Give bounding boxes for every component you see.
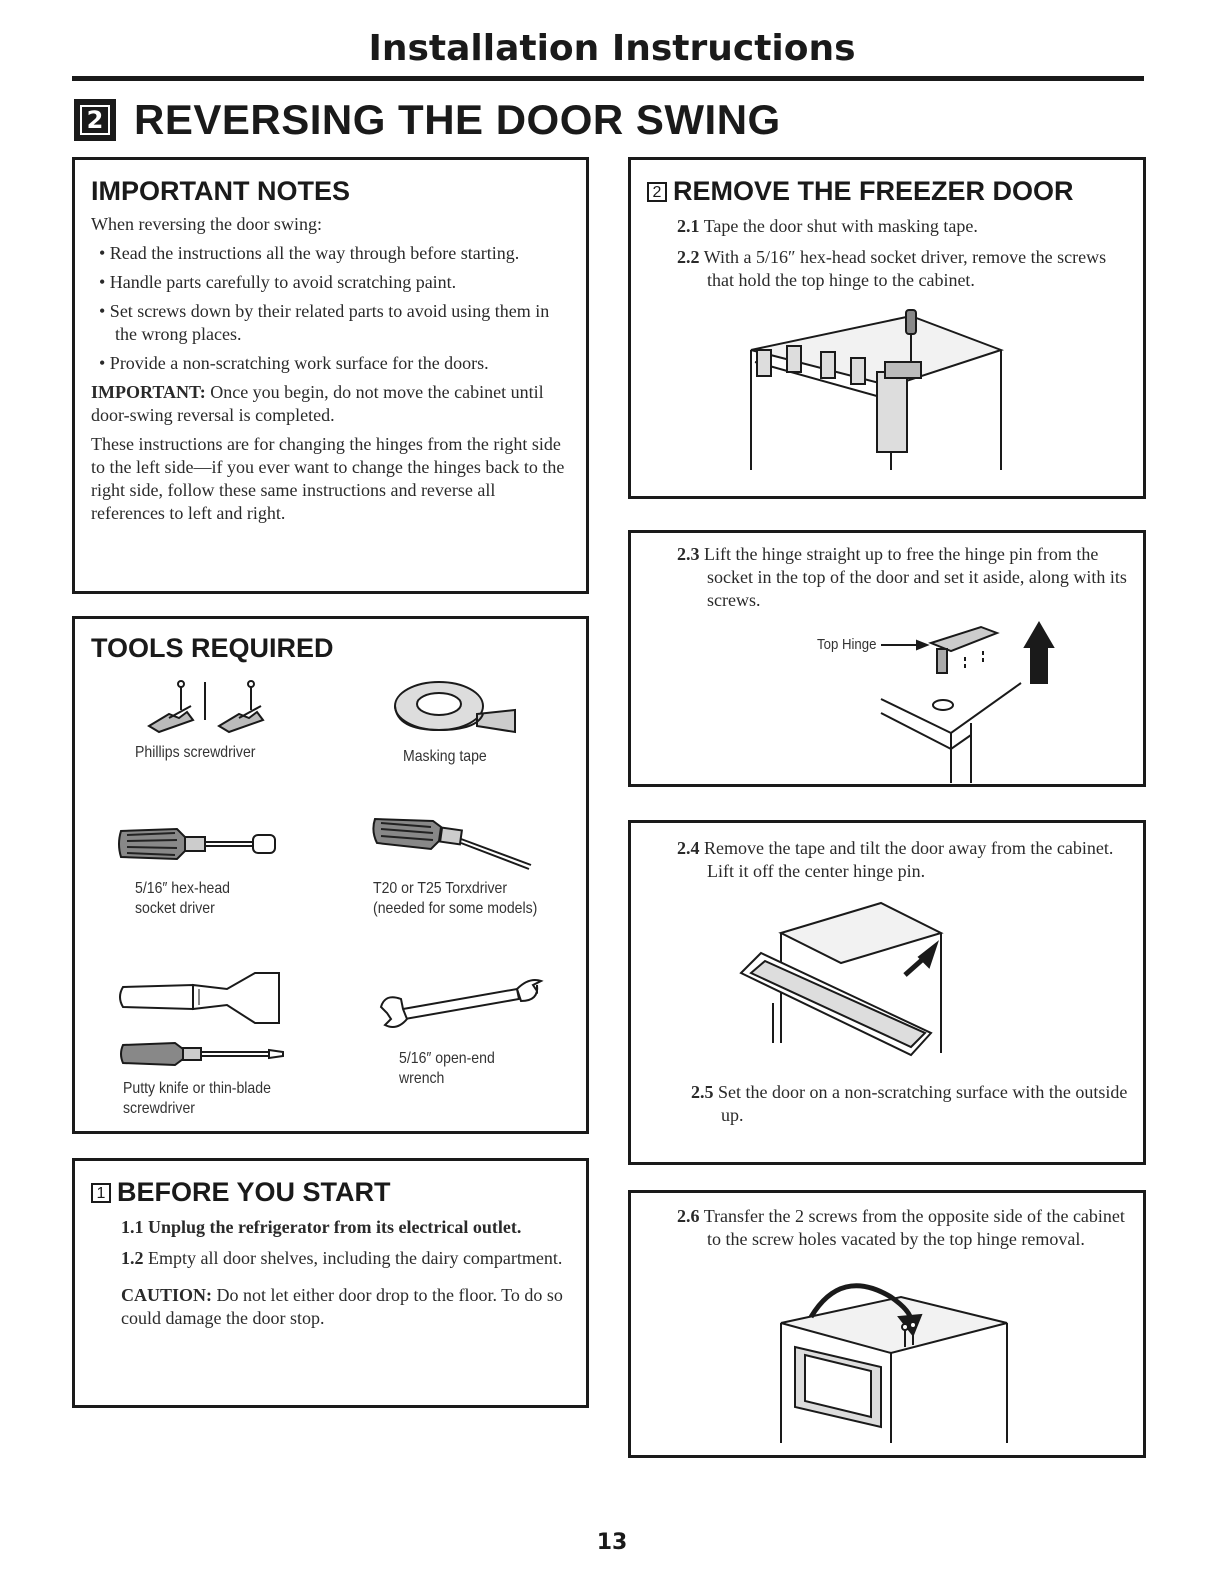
important-notes-intro: When reversing the door swing:	[91, 214, 322, 234]
tool-label: T20 or T25 Torxdriver (needed for some models)	[373, 880, 538, 917]
phillips-screwdriver-icon	[119, 674, 279, 734]
tool-label: Phillips screwdriver	[135, 744, 256, 761]
step-2-6: 2.6 Transfer the 2 screws from the opposite side of the cabinet to the screw holes vacated by the top hinge removal.	[677, 1206, 1125, 1249]
remove-freezer-door-title: 2 REMOVE THE FREEZER DOOR	[647, 176, 1129, 207]
step-2-2: 2.2 With a 5/16″ hex-head socket driver, remove the screws that hold the top hinge to the cabinet.	[677, 247, 1107, 290]
section-number-badge: 2	[74, 99, 116, 141]
important-notes-title: IMPORTANT NOTES	[91, 176, 350, 206]
note-bullet: • Read the instructions all the way through before starting.	[99, 243, 520, 263]
step-number-box: 1	[91, 1183, 111, 1203]
page-number: 13	[596, 1530, 628, 1555]
important-notes-box	[72, 157, 589, 594]
step-2-3-box	[628, 530, 1146, 787]
step-1-2: 1.2 Empty all door shelves, including the dairy compartment.	[121, 1248, 563, 1268]
step-number-box: 2	[647, 182, 667, 202]
open-end-wrench-icon	[377, 975, 547, 1035]
step-2-5: 2.5 Set the door on a non-scratching surface with the outside up.	[691, 1082, 1128, 1125]
thin-blade-screwdriver-icon	[119, 1039, 289, 1069]
tool-label: Masking tape	[403, 748, 487, 765]
caution-paragraph: CAUTION: Do not let either door drop to the floor. To do so could damage the door stop.	[121, 1285, 563, 1328]
top-hinge-callout: Top Hinge	[817, 636, 877, 653]
step-2-4-box	[628, 820, 1146, 1165]
note-bullet: • Provide a non-scratching work surface for the doors.	[99, 353, 489, 373]
important-text: Once you begin, do not move the cabinet until door-swing reversal is completed.	[91, 382, 544, 425]
tools-required-box	[72, 616, 589, 1134]
note-bullet: • Set screws down by their related parts to avoid using them in the wrong places.	[99, 301, 550, 344]
important-paragraph	[91, 381, 572, 427]
tool-label: 5/16″ hex-head socket driver	[135, 880, 231, 917]
tool-label: Putty knife or thin-blade screwdriver	[123, 1080, 271, 1117]
important-label: IMPORTANT:	[91, 382, 206, 402]
page-header: Installation Instructions	[368, 28, 856, 69]
remove-freezer-door-box	[628, 157, 1146, 499]
caution-label: CAUTION:	[121, 1285, 213, 1305]
section-title: REVERSING THE DOOR SWING	[134, 96, 781, 143]
masking-tape-icon	[387, 674, 527, 738]
tool-label: 5/16″ open-end wrench	[399, 1050, 495, 1087]
tilt-door-illustration	[731, 893, 971, 1083]
step-2-1: 2.1 Tape the door shut with masking tape.	[677, 216, 978, 236]
header-rule	[72, 76, 1144, 81]
step-1-1: 1.1 Unplug the refrigerator from its electrical outlet.	[121, 1217, 522, 1237]
hex-socket-driver-icon	[115, 821, 285, 867]
transfer-screws-illustration	[771, 1277, 1011, 1447]
step-2-6-box	[628, 1190, 1146, 1458]
tools-required-title: TOOLS REQUIRED	[91, 633, 334, 663]
note-bullet: • Handle parts carefully to avoid scratching paint.	[99, 272, 457, 292]
before-you-start-title: 1 BEFORE YOU START	[91, 1177, 572, 1208]
torx-driver-icon	[367, 809, 547, 879]
before-you-start-box	[72, 1158, 589, 1408]
step-2-3: 2.3 Lift the hinge straight up to free the hinge pin from the socket in the top of the door and set it aside, along with its screws.	[677, 544, 1127, 610]
top-hinge-illustration	[881, 613, 1061, 783]
orientation-note: These instructions are for changing the hinges from the right side to the left side—if you ever want to change the hinges back to the right side, follow these same instructions and reverse all references to left and right.	[91, 434, 565, 523]
taped-door-illustration	[741, 310, 1011, 480]
putty-knife-icon	[115, 967, 295, 1027]
section-heading	[74, 96, 781, 144]
step-2-4: 2.4 Remove the tape and tilt the door away from the cabinet. Lift it off the center hinge pin.	[677, 838, 1114, 881]
